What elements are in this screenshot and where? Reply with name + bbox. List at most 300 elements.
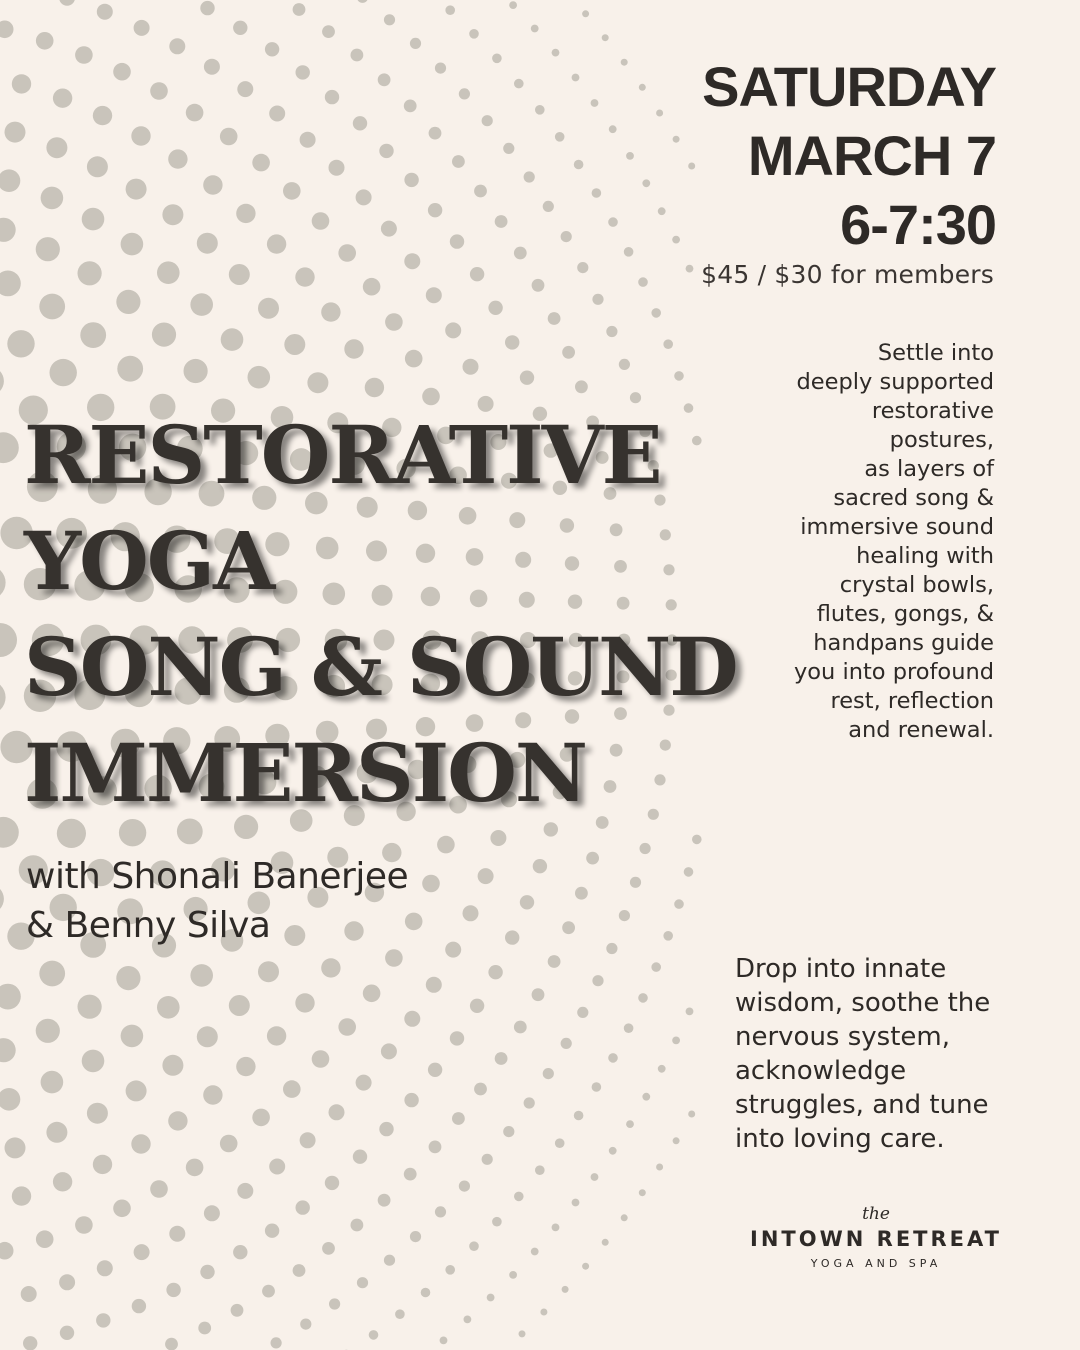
background-dot: [252, 1109, 270, 1127]
background-dot: [621, 59, 628, 66]
background-dot: [404, 1168, 417, 1181]
background-dot: [357, 0, 368, 3]
background-dot: [82, 1050, 105, 1073]
background-dot: [428, 203, 442, 217]
background-dot: [562, 921, 575, 934]
event-price: $45 / $30 for members: [701, 260, 994, 289]
background-dot: [59, 1274, 75, 1290]
background-dot: [131, 1134, 150, 1153]
background-dot: [60, 1326, 74, 1340]
background-dot: [312, 1050, 330, 1068]
background-dot: [459, 88, 470, 99]
description-line: and renewal.: [848, 717, 994, 743]
background-dot: [269, 1159, 285, 1175]
background-dot: [87, 1103, 108, 1124]
background-dot: [642, 179, 650, 187]
background-dot: [552, 1224, 560, 1232]
background-dot: [87, 156, 108, 177]
background-dot: [325, 1176, 339, 1190]
background-dot: [75, 46, 93, 64]
background-dot: [602, 1239, 609, 1246]
background-dot: [351, 49, 364, 62]
background-dot: [329, 1104, 345, 1120]
background-dot: [532, 988, 545, 1001]
background-dot: [673, 1137, 680, 1144]
event-time: 6-7:30: [840, 193, 996, 256]
background-dot: [283, 182, 301, 200]
background-dot: [405, 350, 423, 368]
background-dot: [296, 65, 310, 79]
background-dot: [296, 1200, 310, 1214]
background-dot: [488, 301, 502, 315]
background-dot: [630, 877, 641, 888]
background-dot: [459, 1181, 470, 1192]
background-dot: [435, 63, 446, 74]
background-dot: [197, 1026, 218, 1047]
background-dot: [543, 201, 554, 212]
background-dot: [338, 1018, 356, 1036]
background-dot: [36, 1230, 54, 1248]
background-dot: [404, 253, 420, 269]
background-dot: [166, 1283, 180, 1297]
background-dot: [686, 1008, 694, 1016]
background-dot: [381, 221, 397, 237]
background-dot: [39, 961, 65, 987]
background-dot: [663, 339, 673, 349]
background-dot: [577, 262, 588, 273]
background-dot: [552, 49, 560, 57]
background-dot: [295, 993, 314, 1012]
background-dot: [169, 1226, 185, 1242]
background-dot: [126, 1080, 147, 1101]
background-dot: [36, 237, 60, 261]
background-dot: [267, 234, 286, 253]
background-dot: [640, 843, 651, 854]
background-dot: [561, 1038, 572, 1049]
background-dot: [200, 1265, 214, 1279]
background-dot: [688, 1111, 695, 1118]
background-dot: [429, 127, 442, 140]
background-dot: [312, 212, 330, 230]
background-dot: [410, 1231, 421, 1242]
background-dot: [470, 999, 484, 1013]
background-dot: [651, 308, 661, 318]
background-dot: [97, 1260, 113, 1276]
background-dot: [121, 1025, 144, 1048]
hosts-line: & Benny Silva: [26, 905, 271, 946]
logo-prefix: the: [862, 1204, 890, 1224]
background-dot: [233, 1245, 247, 1259]
background-dot: [626, 152, 634, 160]
background-dot: [353, 116, 367, 130]
background-dot: [692, 835, 702, 845]
background-dot: [39, 294, 65, 320]
title-line: IMMERSION: [24, 726, 586, 820]
background-dot: [426, 287, 442, 303]
background-dot: [642, 1093, 650, 1101]
background-dot: [674, 899, 684, 909]
background-dot: [478, 868, 494, 884]
background-dot: [591, 1173, 599, 1181]
background-dot: [509, 1, 517, 9]
background-dot: [46, 1122, 67, 1143]
background-dot: [186, 1159, 204, 1177]
background-dot: [293, 1264, 306, 1277]
background-dot: [582, 10, 589, 17]
background-dot: [322, 25, 335, 38]
description-line: sacred song &: [833, 485, 994, 511]
background-dot: [672, 1037, 680, 1045]
background-dot: [520, 371, 534, 385]
background-dot: [237, 81, 253, 97]
background-dot: [514, 1021, 527, 1034]
description-line: rest, reflection: [830, 688, 994, 714]
background-dot: [658, 207, 666, 215]
background-dot: [220, 128, 238, 146]
background-dot: [469, 1241, 479, 1251]
background-dot: [265, 1224, 279, 1238]
background-dot: [50, 359, 77, 386]
background-dot: [134, 1244, 150, 1260]
background-dot: [495, 215, 508, 228]
background-dot: [426, 977, 442, 993]
background-dot: [384, 14, 395, 25]
background-dot: [262, 1285, 275, 1298]
background-dot: [121, 233, 144, 256]
background-dot: [0, 680, 6, 714]
background-dot: [165, 1338, 178, 1350]
background-dot: [200, 1, 214, 15]
background-dot: [203, 175, 222, 194]
background-dot: [450, 1031, 464, 1045]
background-dot: [531, 1248, 539, 1256]
background-dot: [293, 3, 306, 16]
logo-tagline: YOGA AND SPA: [810, 1257, 942, 1270]
background-dot: [686, 265, 694, 273]
background-dot: [284, 334, 305, 355]
background-dot: [575, 380, 588, 393]
background-dot: [452, 1112, 465, 1125]
background-dot: [608, 1053, 618, 1063]
background-dot: [602, 34, 609, 41]
background-dot: [572, 1199, 580, 1207]
background-dot: [132, 1299, 146, 1313]
background-dot: [674, 371, 684, 381]
background-dot: [379, 144, 393, 158]
background-dot: [672, 236, 680, 244]
background-dot: [184, 359, 208, 383]
background-dot: [152, 323, 176, 347]
background-dot: [12, 74, 31, 93]
background-dot: [592, 294, 603, 305]
background-dot: [78, 261, 102, 285]
background-dot: [338, 244, 356, 262]
background-dot: [247, 366, 270, 389]
background-dot: [82, 208, 105, 231]
background-dot: [204, 1205, 220, 1221]
secondary-description-line: acknowledge: [735, 1056, 907, 1086]
background-dot: [150, 82, 168, 100]
background-dot: [606, 943, 617, 954]
background-dot: [482, 1154, 493, 1165]
background-dot: [321, 958, 340, 977]
background-dot: [404, 1093, 418, 1107]
logo-name: INTOWN RETREAT: [750, 1227, 1002, 1251]
background-dot: [190, 293, 213, 316]
background-dot: [116, 966, 140, 990]
background-dot: [157, 996, 180, 1019]
background-dot: [190, 964, 213, 987]
background-dot: [410, 38, 421, 49]
background-dot: [495, 1052, 508, 1065]
background-dot: [639, 84, 646, 91]
description-line: handpans guide: [813, 630, 994, 656]
hosts-line: with Shonali Banerjee: [26, 856, 409, 897]
background-dot: [532, 279, 545, 292]
background-dot: [0, 984, 21, 1010]
background-dot: [487, 1294, 495, 1302]
background-dot: [231, 1304, 244, 1317]
secondary-description-line: wisdom, soothe the: [735, 988, 991, 1018]
background-dot: [404, 173, 418, 187]
background-dot: [619, 910, 630, 921]
background-dot: [608, 217, 618, 227]
background-dot: [0, 817, 19, 848]
background-dot: [626, 1120, 634, 1128]
background-dot: [445, 1265, 455, 1275]
background-dot: [0, 623, 17, 657]
background-dot: [252, 154, 270, 172]
background-dot: [267, 1026, 286, 1045]
background-dot: [363, 985, 381, 1003]
background-dot: [237, 1183, 253, 1199]
background-dot: [577, 1007, 588, 1018]
background-dot: [586, 852, 599, 865]
background-dot: [474, 1083, 487, 1096]
background-dot: [378, 73, 391, 86]
background-dot: [505, 930, 519, 944]
background-dot: [621, 1214, 628, 1221]
title-line: RESTORATIVE: [24, 408, 661, 502]
background-dot: [168, 149, 187, 168]
background-dot: [463, 359, 479, 375]
background-dot: [555, 132, 565, 142]
background-dot: [385, 949, 403, 967]
background-dot: [0, 367, 4, 396]
event-description: [694, 339, 994, 745]
background-dot: [452, 155, 465, 168]
background-dot: [663, 931, 673, 941]
background-dot: [269, 106, 285, 122]
background-dot: [258, 298, 279, 319]
background-dot: [378, 1194, 391, 1207]
background-dot: [307, 372, 328, 393]
background-dot: [162, 204, 183, 225]
background-dot: [93, 106, 112, 125]
background-dot: [36, 1019, 60, 1043]
background-dot: [75, 1216, 93, 1234]
background-dot: [638, 993, 648, 1003]
background-dot: [236, 1057, 255, 1076]
background-dot: [582, 1263, 589, 1270]
background-dot: [80, 322, 106, 348]
background-dot: [0, 1038, 16, 1062]
background-dot: [325, 90, 339, 104]
background-dot: [385, 313, 403, 331]
background-dot: [524, 171, 535, 182]
event-date: MARCH 7: [747, 124, 996, 187]
background-dot: [7, 330, 34, 357]
description-line: postures,: [889, 427, 994, 453]
event-title: [24, 402, 737, 826]
secondary-description-line: struggles, and tune: [735, 1090, 989, 1120]
background-dot: [5, 1137, 26, 1158]
background-dot: [113, 1200, 131, 1218]
background-dot: [283, 1080, 301, 1098]
background-dot: [503, 1126, 514, 1137]
background-dot: [0, 566, 6, 600]
background-dot: [271, 1337, 282, 1348]
background-dot: [300, 132, 316, 148]
background-dot: [134, 20, 150, 36]
background-dot: [5, 122, 26, 143]
background-dot: [78, 995, 102, 1019]
background-dot: [131, 126, 150, 145]
background-dot: [0, 169, 20, 192]
background-dot: [395, 1309, 405, 1319]
description-line: Settle into: [877, 340, 994, 366]
background-dot: [96, 1313, 110, 1327]
description-line: flutes, gongs, &: [816, 601, 994, 627]
background-dot: [168, 1111, 187, 1130]
background-dot: [329, 1298, 340, 1309]
background-dot: [126, 179, 147, 200]
background-dot: [638, 277, 648, 287]
background-dot: [0, 218, 16, 242]
background-dot: [357, 1277, 368, 1288]
background-dot: [0, 1242, 14, 1260]
background-dot: [300, 1319, 311, 1330]
background-dot: [656, 1164, 663, 1171]
background-dot: [329, 160, 345, 176]
background-dot: [543, 1068, 554, 1079]
background-dot: [609, 1147, 617, 1155]
background-dot: [591, 99, 599, 107]
background-dot: [41, 187, 64, 210]
background-dot: [562, 346, 575, 359]
background-dot: [113, 63, 131, 81]
background-dot: [46, 137, 67, 158]
background-dot: [470, 267, 484, 281]
background-dot: [445, 322, 461, 338]
description-line: crystal bowls,: [839, 572, 994, 598]
background-dot: [562, 1286, 569, 1293]
background-dot: [229, 264, 250, 285]
background-dot: [445, 942, 461, 958]
background-dot: [381, 1043, 397, 1059]
background-dot: [474, 185, 487, 198]
background-dot: [429, 1141, 442, 1154]
background-dot: [548, 955, 561, 968]
background-dot: [162, 1055, 183, 1076]
background-dot: [41, 1071, 64, 1094]
background-dot: [437, 836, 455, 854]
title-line: YOGA: [24, 514, 274, 608]
background-dot: [36, 32, 54, 50]
background-dot: [356, 189, 372, 205]
background-dot: [619, 359, 630, 370]
description-line: restorative: [871, 398, 994, 424]
background-dot: [651, 962, 661, 972]
background-dot: [186, 104, 204, 122]
background-dot: [503, 143, 514, 154]
background-dot: [369, 1330, 379, 1340]
background-dot: [0, 1088, 20, 1111]
description-line: healing with: [856, 543, 994, 569]
background-dot: [624, 1023, 634, 1033]
background-dot: [555, 1138, 565, 1148]
description-line: immersive sound: [800, 514, 994, 540]
background-dot: [157, 261, 180, 284]
background-dot: [300, 1132, 316, 1148]
background-dot: [384, 1255, 395, 1266]
background-dot: [220, 1135, 238, 1153]
background-dot: [379, 1122, 393, 1136]
background-dot: [229, 995, 250, 1016]
background-dot: [363, 278, 381, 296]
background-dot: [236, 204, 255, 223]
background-dot: [53, 1172, 72, 1191]
background-dot: [492, 54, 502, 64]
background-dot: [639, 1189, 646, 1196]
background-dot: [482, 115, 493, 126]
title-line: SONG & SOUND: [24, 620, 737, 714]
background-dot: [53, 89, 72, 108]
secondary-description-line: nervous system,: [735, 1022, 951, 1052]
background-dot: [673, 136, 680, 143]
background-dot: [0, 432, 19, 463]
background-dot: [688, 163, 695, 170]
background-dot: [322, 1242, 335, 1255]
description-line: deeply supported: [796, 369, 994, 395]
background-dot: [295, 267, 314, 286]
background-dot: [533, 859, 547, 873]
background-dot: [265, 42, 279, 56]
background-dot: [321, 302, 340, 321]
background-dot: [0, 884, 4, 913]
background-dot: [351, 1219, 364, 1232]
background-dot: [535, 105, 545, 115]
background-dot: [531, 25, 539, 33]
description-line: as layers of: [864, 456, 994, 482]
event-secondary-description: [735, 952, 990, 1156]
background-dot: [445, 5, 455, 15]
background-dot: [561, 231, 572, 242]
background-dot: [488, 965, 502, 979]
event-date-time: [702, 52, 996, 259]
background-dot: [606, 326, 617, 337]
background-dot: [198, 1322, 211, 1335]
event-hosts: [26, 852, 408, 950]
background-dot: [574, 1111, 584, 1121]
intown-retreat-logo: [735, 1203, 1017, 1275]
event-day: SATURDAY: [702, 55, 996, 118]
description-line: you into profound: [793, 659, 994, 685]
background-dot: [514, 1192, 524, 1202]
background-dot: [592, 1082, 602, 1092]
background-dot: [0, 21, 14, 39]
background-dot: [404, 1011, 420, 1027]
